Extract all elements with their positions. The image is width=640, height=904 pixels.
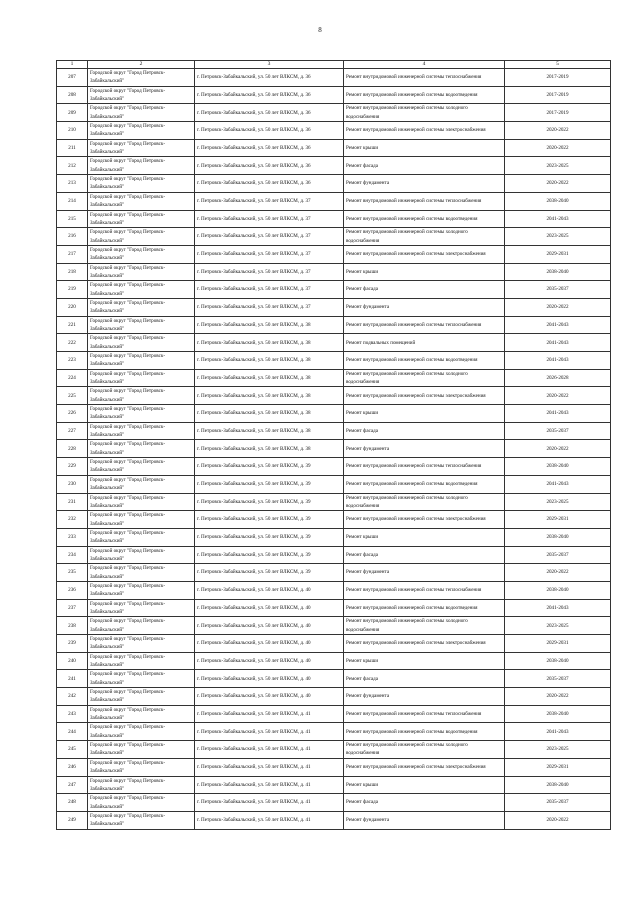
address-cell: г. Петровск-Забайкальский, ул. 50 лет ВЛКСМ, д. 38 xyxy=(195,369,344,387)
table-row xyxy=(57,528,611,546)
table-row xyxy=(57,104,611,122)
row-number: 209 xyxy=(57,104,88,122)
work-type-cell: Ремонт внутридомовой инженерной системы водоотведения xyxy=(344,210,505,228)
period-cell: 2023-2025 xyxy=(505,157,611,175)
work-type-cell: Ремонт крыши xyxy=(344,776,505,794)
period-cell: 2020-2022 xyxy=(505,122,611,140)
work-type-cell: Ремонт внутридомовой инженерной системы теплоснабжения xyxy=(344,705,505,723)
row-number: 208 xyxy=(57,86,88,104)
work-type-cell: Ремонт внутридомовой инженерной системы водоотведения xyxy=(344,475,505,493)
work-type-cell: Ремонт крыши xyxy=(344,263,505,281)
work-type-cell: Ремонт внутридомовой инженерной системы электроснабжения xyxy=(344,758,505,776)
work-type-cell: Ремонт фасада xyxy=(344,794,505,812)
row-number: 249 xyxy=(57,811,88,829)
period-cell: 2017-2019 xyxy=(505,69,611,87)
work-type-cell: Ремонт крыши xyxy=(344,139,505,157)
work-type-cell: Ремонт фасада xyxy=(344,422,505,440)
column-header: 4 xyxy=(344,61,505,69)
table-row xyxy=(57,228,611,246)
table-row xyxy=(57,670,611,688)
table-row xyxy=(57,635,611,653)
work-type-cell: Ремонт фундамента xyxy=(344,440,505,458)
address-cell: г. Петровск-Забайкальский, ул. 50 лет ВЛКСМ, д. 39 xyxy=(195,564,344,582)
table-row xyxy=(57,723,611,741)
municipality-cell: Городской округ "Город Петровск-Забайкальский" xyxy=(88,475,195,493)
period-cell: 2029-2031 xyxy=(505,635,611,653)
address-cell: г. Петровск-Забайкальский, ул. 50 лет ВЛКСМ, д. 37 xyxy=(195,281,344,299)
municipality-cell: Городской округ "Город Петровск-Забайкальский" xyxy=(88,405,195,423)
row-number: 225 xyxy=(57,387,88,405)
table-row xyxy=(57,245,611,263)
repair-schedule-table xyxy=(56,60,611,830)
work-type-cell: Ремонт фундамента xyxy=(344,811,505,829)
municipality-cell: Городской округ "Город Петровск-Забайкальский" xyxy=(88,122,195,140)
municipality-cell: Городской округ "Город Петровск-Забайкальский" xyxy=(88,758,195,776)
municipality-cell: Городской округ "Город Петровск-Забайкальский" xyxy=(88,723,195,741)
municipality-cell: Городской округ "Город Петровск-Забайкальский" xyxy=(88,811,195,829)
municipality-cell: Городской округ "Город Петровск-Забайкальский" xyxy=(88,458,195,476)
period-cell: 2020-2022 xyxy=(505,564,611,582)
period-cell: 2020-2022 xyxy=(505,139,611,157)
work-type-cell: Ремонт внутридомовой инженерной системы холодного водоснабжения xyxy=(344,228,505,246)
address-cell: г. Петровск-Забайкальский, ул. 50 лет ВЛКСМ, д. 39 xyxy=(195,511,344,529)
period-cell: 2017-2019 xyxy=(505,104,611,122)
address-cell: г. Петровск-Забайкальский, ул. 50 лет ВЛКСМ, д. 36 xyxy=(195,86,344,104)
row-number: 241 xyxy=(57,670,88,688)
table-row xyxy=(57,776,611,794)
municipality-cell: Городской округ "Город Петровск-Забайкальский" xyxy=(88,528,195,546)
work-type-cell: Ремонт внутридомовой инженерной системы теплоснабжения xyxy=(344,458,505,476)
row-number: 247 xyxy=(57,776,88,794)
work-type-cell: Ремонт внутридомовой инженерной системы холодного водоснабжения xyxy=(344,104,505,122)
row-number: 233 xyxy=(57,528,88,546)
table-row xyxy=(57,298,611,316)
address-cell: г. Петровск-Забайкальский, ул. 50 лет ВЛКСМ, д. 41 xyxy=(195,776,344,794)
municipality-cell: Городской округ "Город Петровск-Забайкальский" xyxy=(88,581,195,599)
row-number: 231 xyxy=(57,493,88,511)
period-cell: 2035-2037 xyxy=(505,422,611,440)
period-cell: 2038-2040 xyxy=(505,705,611,723)
address-cell: г. Петровск-Забайкальский, ул. 50 лет ВЛКСМ, д. 39 xyxy=(195,546,344,564)
address-cell: г. Петровск-Забайкальский, ул. 50 лет ВЛКСМ, д. 37 xyxy=(195,210,344,228)
row-number: 236 xyxy=(57,581,88,599)
municipality-cell: Городской округ "Город Петровск-Забайкальский" xyxy=(88,210,195,228)
row-number: 230 xyxy=(57,475,88,493)
work-type-cell: Ремонт подвальных помещений xyxy=(344,334,505,352)
period-cell: 2017-2019 xyxy=(505,86,611,104)
work-type-cell: Ремонт внутридомовой инженерной системы электроснабжения xyxy=(344,245,505,263)
address-cell: г. Петровск-Забайкальский, ул. 50 лет ВЛКСМ, д. 38 xyxy=(195,440,344,458)
work-type-cell: Ремонт фундамента xyxy=(344,298,505,316)
period-cell: 2041-2043 xyxy=(505,316,611,334)
period-cell: 2041-2043 xyxy=(505,723,611,741)
period-cell: 2023-2025 xyxy=(505,617,611,635)
address-cell: г. Петровск-Забайкальский, ул. 50 лет ВЛКСМ, д. 40 xyxy=(195,670,344,688)
table-row xyxy=(57,794,611,812)
address-cell: г. Петровск-Забайкальский, ул. 50 лет ВЛКСМ, д. 37 xyxy=(195,245,344,263)
period-cell: 2020-2022 xyxy=(505,811,611,829)
work-type-cell: Ремонт внутридомовой инженерной системы холодного водоснабжения xyxy=(344,617,505,635)
period-cell: 2041-2043 xyxy=(505,352,611,370)
work-type-cell: Ремонт фасада xyxy=(344,670,505,688)
address-cell: г. Петровск-Забайкальский, ул. 50 лет ВЛКСМ, д. 38 xyxy=(195,405,344,423)
column-header: 3 xyxy=(195,61,344,69)
period-cell: 2038-2040 xyxy=(505,528,611,546)
work-type-cell: Ремонт внутридомовой инженерной системы водоотведения xyxy=(344,352,505,370)
table-row xyxy=(57,493,611,511)
row-number: 227 xyxy=(57,422,88,440)
municipality-cell: Городской округ "Город Петровск-Забайкальский" xyxy=(88,263,195,281)
address-cell: г. Петровск-Забайкальский, ул. 50 лет ВЛКСМ, д. 41 xyxy=(195,794,344,812)
period-cell: 2038-2040 xyxy=(505,192,611,210)
work-type-cell: Ремонт фасада xyxy=(344,281,505,299)
address-cell: г. Петровск-Забайкальский, ул. 50 лет ВЛКСМ, д. 41 xyxy=(195,758,344,776)
municipality-cell: Городской округ "Город Петровск-Забайкальский" xyxy=(88,86,195,104)
address-cell: г. Петровск-Забайкальский, ул. 50 лет ВЛКСМ, д. 37 xyxy=(195,192,344,210)
table-row xyxy=(57,475,611,493)
column-number-row xyxy=(57,61,611,69)
row-number: 235 xyxy=(57,564,88,582)
work-type-cell: Ремонт внутридомовой инженерной системы теплоснабжения xyxy=(344,581,505,599)
table-row xyxy=(57,617,611,635)
row-number: 219 xyxy=(57,281,88,299)
row-number: 221 xyxy=(57,316,88,334)
row-number: 245 xyxy=(57,741,88,759)
period-cell: 2029-2031 xyxy=(505,511,611,529)
table-row xyxy=(57,69,611,87)
address-cell: г. Петровск-Забайкальский, ул. 50 лет ВЛКСМ, д. 38 xyxy=(195,422,344,440)
period-cell: 2023-2025 xyxy=(505,228,611,246)
row-number: 237 xyxy=(57,599,88,617)
municipality-cell: Городской округ "Город Петровск-Забайкальский" xyxy=(88,635,195,653)
table-row xyxy=(57,316,611,334)
municipality-cell: Городской округ "Город Петровск-Забайкальский" xyxy=(88,175,195,193)
column-header: 5 xyxy=(505,61,611,69)
municipality-cell: Городской округ "Город Петровск-Забайкальский" xyxy=(88,192,195,210)
table-row xyxy=(57,334,611,352)
row-number: 229 xyxy=(57,458,88,476)
row-number: 211 xyxy=(57,139,88,157)
row-number: 222 xyxy=(57,334,88,352)
column-header: 2 xyxy=(88,61,195,69)
row-number: 210 xyxy=(57,122,88,140)
period-cell: 2020-2022 xyxy=(505,387,611,405)
address-cell: г. Петровск-Забайкальский, ул. 50 лет ВЛКСМ, д. 40 xyxy=(195,599,344,617)
row-number: 220 xyxy=(57,298,88,316)
row-number: 244 xyxy=(57,723,88,741)
address-cell: г. Петровск-Забайкальский, ул. 50 лет ВЛКСМ, д. 36 xyxy=(195,157,344,175)
municipality-cell: Городской округ "Город Петровск-Забайкальский" xyxy=(88,599,195,617)
period-cell: 2038-2040 xyxy=(505,581,611,599)
period-cell: 2038-2040 xyxy=(505,458,611,476)
work-type-cell: Ремонт внутридомовой инженерной системы электроснабжения xyxy=(344,387,505,405)
address-cell: г. Петровск-Забайкальский, ул. 50 лет ВЛКСМ, д. 39 xyxy=(195,528,344,546)
row-number: 248 xyxy=(57,794,88,812)
municipality-cell: Городской округ "Город Петровск-Забайкальский" xyxy=(88,387,195,405)
municipality-cell: Городской округ "Город Петровск-Забайкальский" xyxy=(88,741,195,759)
address-cell: г. Петровск-Забайкальский, ул. 50 лет ВЛКСМ, д. 36 xyxy=(195,139,344,157)
address-cell: г. Петровск-Забайкальский, ул. 50 лет ВЛКСМ, д. 41 xyxy=(195,811,344,829)
work-type-cell: Ремонт крыши xyxy=(344,405,505,423)
work-type-cell: Ремонт внутридомовой инженерной системы электроснабжения xyxy=(344,511,505,529)
period-cell: 2038-2040 xyxy=(505,776,611,794)
table-row xyxy=(57,440,611,458)
address-cell: г. Петровск-Забайкальский, ул. 50 лет ВЛКСМ, д. 38 xyxy=(195,316,344,334)
table-row xyxy=(57,511,611,529)
row-number: 207 xyxy=(57,69,88,87)
row-number: 242 xyxy=(57,688,88,706)
table-row xyxy=(57,581,611,599)
municipality-cell: Городской округ "Город Петровск-Забайкальский" xyxy=(88,157,195,175)
table-row xyxy=(57,811,611,829)
table-row xyxy=(57,352,611,370)
municipality-cell: Городской округ "Город Петровск-Забайкальский" xyxy=(88,776,195,794)
work-type-cell: Ремонт внутридомовой инженерной системы холодного водоснабжения xyxy=(344,493,505,511)
column-header: 1 xyxy=(57,61,88,69)
table-row xyxy=(57,422,611,440)
work-type-cell: Ремонт внутридомовой инженерной системы водоотведения xyxy=(344,599,505,617)
row-number: 240 xyxy=(57,652,88,670)
municipality-cell: Городской округ "Город Петровск-Забайкальский" xyxy=(88,334,195,352)
municipality-cell: Городской округ "Город Петровск-Забайкальский" xyxy=(88,139,195,157)
work-type-cell: Ремонт внутридомовой инженерной системы теплоснабжения xyxy=(344,316,505,334)
period-cell: 2038-2040 xyxy=(505,263,611,281)
municipality-cell: Городской округ "Город Петровск-Забайкальский" xyxy=(88,617,195,635)
period-cell: 2041-2043 xyxy=(505,405,611,423)
municipality-cell: Городской округ "Город Петровск-Забайкальский" xyxy=(88,794,195,812)
address-cell: г. Петровск-Забайкальский, ул. 50 лет ВЛКСМ, д. 36 xyxy=(195,122,344,140)
address-cell: г. Петровск-Забайкальский, ул. 50 лет ВЛКСМ, д. 41 xyxy=(195,705,344,723)
municipality-cell: Городской округ "Город Петровск-Забайкальский" xyxy=(88,104,195,122)
row-number: 218 xyxy=(57,263,88,281)
work-type-cell: Ремонт внутридомовой инженерной системы водоотведения xyxy=(344,86,505,104)
table-row xyxy=(57,157,611,175)
table-row xyxy=(57,122,611,140)
row-number: 232 xyxy=(57,511,88,529)
row-number: 223 xyxy=(57,352,88,370)
period-cell: 2029-2031 xyxy=(505,758,611,776)
work-type-cell: Ремонт фасада xyxy=(344,546,505,564)
address-cell: г. Петровск-Забайкальский, ул. 50 лет ВЛКСМ, д. 40 xyxy=(195,652,344,670)
work-type-cell: Ремонт внутридомовой инженерной системы электроснабжения xyxy=(344,635,505,653)
period-cell: 2041-2043 xyxy=(505,599,611,617)
address-cell: г. Петровск-Забайкальский, ул. 50 лет ВЛКСМ, д. 39 xyxy=(195,458,344,476)
period-cell: 2035-2037 xyxy=(505,546,611,564)
period-cell: 2020-2022 xyxy=(505,440,611,458)
municipality-cell: Городской округ "Город Петровск-Забайкальский" xyxy=(88,705,195,723)
table-row xyxy=(57,458,611,476)
row-number: 226 xyxy=(57,405,88,423)
row-number: 234 xyxy=(57,546,88,564)
page-number: 8 xyxy=(318,26,322,34)
address-cell: г. Петровск-Забайкальский, ул. 50 лет ВЛКСМ, д. 36 xyxy=(195,104,344,122)
address-cell: г. Петровск-Забайкальский, ул. 50 лет ВЛКСМ, д. 39 xyxy=(195,475,344,493)
municipality-cell: Городской округ "Город Петровск-Забайкальский" xyxy=(88,688,195,706)
table-row xyxy=(57,599,611,617)
table-row xyxy=(57,688,611,706)
municipality-cell: Городской округ "Город Петровск-Забайкальский" xyxy=(88,670,195,688)
table-row xyxy=(57,86,611,104)
municipality-cell: Городской округ "Город Петровск-Забайкальский" xyxy=(88,511,195,529)
table-row xyxy=(57,387,611,405)
work-type-cell: Ремонт внутридомовой инженерной системы холодного водоснабжения xyxy=(344,741,505,759)
table-row xyxy=(57,564,611,582)
address-cell: г. Петровск-Забайкальский, ул. 50 лет ВЛКСМ, д. 41 xyxy=(195,723,344,741)
municipality-cell: Городской округ "Город Петровск-Забайкальский" xyxy=(88,69,195,87)
period-cell: 2020-2022 xyxy=(505,298,611,316)
work-type-cell: Ремонт внутридомовой инженерной системы холодного водоснабжения xyxy=(344,369,505,387)
period-cell: 2041-2043 xyxy=(505,475,611,493)
address-cell: г. Петровск-Забайкальский, ул. 50 лет ВЛКСМ, д. 40 xyxy=(195,617,344,635)
municipality-cell: Городской округ "Город Петровск-Забайкальский" xyxy=(88,228,195,246)
municipality-cell: Городской округ "Город Петровск-Забайкальский" xyxy=(88,564,195,582)
municipality-cell: Городской округ "Город Петровск-Забайкальский" xyxy=(88,369,195,387)
table-row xyxy=(57,175,611,193)
municipality-cell: Городской округ "Город Петровск-Забайкальский" xyxy=(88,245,195,263)
period-cell: 2020-2022 xyxy=(505,175,611,193)
period-cell: 2041-2043 xyxy=(505,334,611,352)
table-row xyxy=(57,210,611,228)
table-row xyxy=(57,652,611,670)
row-number: 217 xyxy=(57,245,88,263)
address-cell: г. Петровск-Забайкальский, ул. 50 лет ВЛКСМ, д. 37 xyxy=(195,228,344,246)
table-row xyxy=(57,139,611,157)
period-cell: 2038-2040 xyxy=(505,652,611,670)
period-cell: 2026-2028 xyxy=(505,369,611,387)
table-row xyxy=(57,263,611,281)
address-cell: г. Петровск-Забайкальский, ул. 50 лет ВЛКСМ, д. 36 xyxy=(195,175,344,193)
row-number: 213 xyxy=(57,175,88,193)
table-row xyxy=(57,192,611,210)
row-number: 239 xyxy=(57,635,88,653)
period-cell: 2041-2043 xyxy=(505,210,611,228)
row-number: 224 xyxy=(57,369,88,387)
municipality-cell: Городской округ "Город Петровск-Забайкальский" xyxy=(88,316,195,334)
work-type-cell: Ремонт крыши xyxy=(344,652,505,670)
address-cell: г. Петровск-Забайкальский, ул. 50 лет ВЛКСМ, д. 39 xyxy=(195,493,344,511)
address-cell: г. Петровск-Забайкальский, ул. 50 лет ВЛКСМ, д. 40 xyxy=(195,635,344,653)
row-number: 214 xyxy=(57,192,88,210)
table-row xyxy=(57,281,611,299)
municipality-cell: Городской округ "Город Петровск-Забайкальский" xyxy=(88,352,195,370)
municipality-cell: Городской округ "Город Петровск-Забайкальский" xyxy=(88,652,195,670)
work-type-cell: Ремонт внутридомовой инженерной системы теплоснабжения xyxy=(344,69,505,87)
row-number: 216 xyxy=(57,228,88,246)
work-type-cell: Ремонт фундамента xyxy=(344,175,505,193)
row-number: 243 xyxy=(57,705,88,723)
period-cell: 2035-2037 xyxy=(505,794,611,812)
work-type-cell: Ремонт внутридомовой инженерной системы электроснабжения xyxy=(344,122,505,140)
work-type-cell: Ремонт фундамента xyxy=(344,564,505,582)
period-cell: 2020-2022 xyxy=(505,688,611,706)
table-row xyxy=(57,369,611,387)
row-number: 228 xyxy=(57,440,88,458)
municipality-cell: Городской округ "Город Петровск-Забайкальский" xyxy=(88,422,195,440)
period-cell: 2029-2031 xyxy=(505,245,611,263)
address-cell: г. Петровск-Забайкальский, ул. 50 лет ВЛКСМ, д. 37 xyxy=(195,298,344,316)
address-cell: г. Петровск-Забайкальский, ул. 50 лет ВЛКСМ, д. 38 xyxy=(195,334,344,352)
row-number: 246 xyxy=(57,758,88,776)
municipality-cell: Городской округ "Город Петровск-Забайкальский" xyxy=(88,546,195,564)
work-type-cell: Ремонт фасада xyxy=(344,157,505,175)
address-cell: г. Петровск-Забайкальский, ул. 50 лет ВЛКСМ, д. 40 xyxy=(195,581,344,599)
municipality-cell: Городской округ "Город Петровск-Забайкальский" xyxy=(88,298,195,316)
table-row xyxy=(57,741,611,759)
work-type-cell: Ремонт фундамента xyxy=(344,688,505,706)
period-cell: 2023-2025 xyxy=(505,741,611,759)
municipality-cell: Городской округ "Город Петровск-Забайкальский" xyxy=(88,493,195,511)
municipality-cell: Городской округ "Город Петровск-Забайкальский" xyxy=(88,281,195,299)
address-cell: г. Петровск-Забайкальский, ул. 50 лет ВЛКСМ, д. 38 xyxy=(195,352,344,370)
address-cell: г. Петровск-Забайкальский, ул. 50 лет ВЛКСМ, д. 37 xyxy=(195,263,344,281)
address-cell: г. Петровск-Забайкальский, ул. 50 лет ВЛКСМ, д. 41 xyxy=(195,741,344,759)
row-number: 212 xyxy=(57,157,88,175)
address-cell: г. Петровск-Забайкальский, ул. 50 лет ВЛКСМ, д. 40 xyxy=(195,688,344,706)
period-cell: 2035-2037 xyxy=(505,670,611,688)
address-cell: г. Петровск-Забайкальский, ул. 50 лет ВЛКСМ, д. 38 xyxy=(195,387,344,405)
period-cell: 2035-2037 xyxy=(505,281,611,299)
work-type-cell: Ремонт внутридомовой инженерной системы теплоснабжения xyxy=(344,192,505,210)
row-number: 238 xyxy=(57,617,88,635)
table-row xyxy=(57,546,611,564)
address-cell: г. Петровск-Забайкальский, ул. 50 лет ВЛКСМ, д. 36 xyxy=(195,69,344,87)
row-number: 215 xyxy=(57,210,88,228)
work-type-cell: Ремонт внутридомовой инженерной системы водоотведения xyxy=(344,723,505,741)
work-type-cell: Ремонт крыши xyxy=(344,528,505,546)
table-row xyxy=(57,705,611,723)
table-row xyxy=(57,405,611,423)
period-cell: 2023-2025 xyxy=(505,493,611,511)
municipality-cell: Городской округ "Город Петровск-Забайкальский" xyxy=(88,440,195,458)
table-row xyxy=(57,758,611,776)
